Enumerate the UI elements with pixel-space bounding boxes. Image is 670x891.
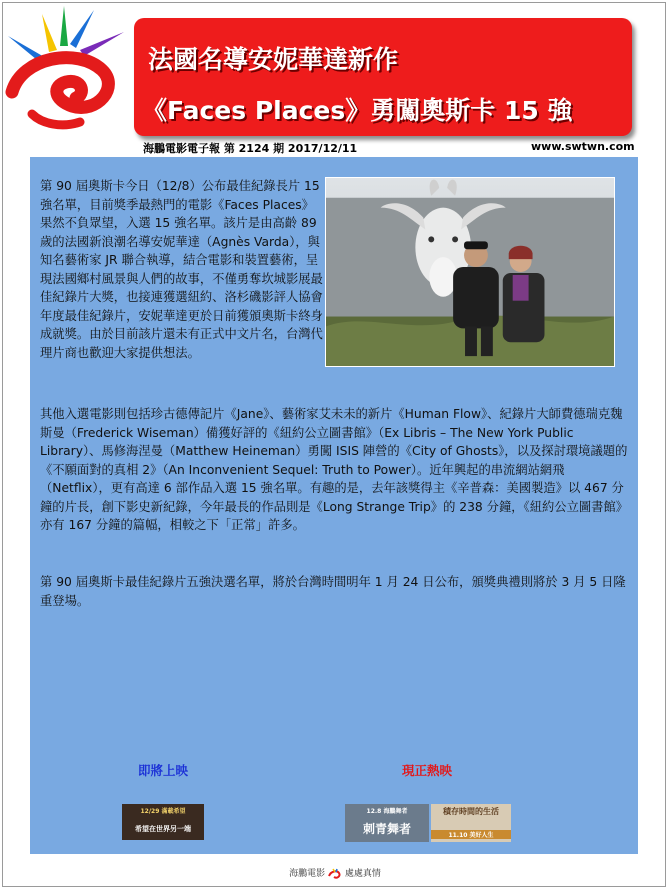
poster-now-showing-1[interactable] [345, 804, 429, 842]
poster-2-title: 刺青舞者 [362, 822, 411, 836]
poster-now-showing-2[interactable] [431, 804, 511, 842]
footer-logo-icon [328, 868, 342, 880]
issue-info: 海鵬電影電子報 第 2124 期 2017/12/11 [143, 142, 358, 155]
poster-1-date: 12/29 滿載希望 [140, 808, 186, 815]
site-link[interactable]: www.swtwn.com [531, 140, 635, 153]
footer-left-text: 海鵬電影 [289, 869, 326, 879]
headline-line-1: 法國名導安妮華達新作 [148, 45, 399, 74]
poster-3-title: 積存時間的生活 [443, 807, 499, 816]
coming-soon-heading[interactable]: 即將上映 [138, 763, 189, 778]
content-panel [30, 157, 638, 854]
poster-2-top: 12.8 海鵬舞者 [366, 808, 408, 815]
article-paragraph-1: 第 90 屆奧斯卡今日（12/8）公布最佳紀錄長片 15 強名單，目前獎季最熱門的電影《Faces Places》果然不負眾望，入選 15 強名單。該片是由高齡 89 歲的法國新浪潮名導安妮華達（Agnès Varda），與知名藝術家 JR 聯合執導，結合電影和裝置藝術，呈現法國鄉村風景與人們的故事，不僅勇奪坎城影展最佳紀錄片大獎，也接連獲選紐約、洛杉磯影評人協會年度最佳紀錄片，安妮華達更於日前獲頒奧斯卡終身成就獎。由於目前該片還未有正式中文片名，台灣代理片商也歡迎大家提供想法。 [40, 179, 323, 360]
footer-right-text: 處處真情 [344, 869, 381, 879]
poster-coming-soon[interactable] [122, 804, 204, 840]
headline-line-2: 《Faces Places》勇闖奧斯卡 15 強 [142, 96, 573, 125]
headline-banner [134, 18, 632, 136]
swtwn-logo[interactable] [2, 2, 132, 132]
film-still-photo [325, 177, 615, 367]
article-paragraph-2: 其他入選電影則包括珍古德傳記片《Jane》、藝術家艾未未的新片《Human Flow》、紀錄片大師費德瑞克魏斯曼（Frederick Wiseman）備獲好評的《紐約公立圖書館》（Ex Libris – The New York Public Library）、馬修海涅曼（Matthew Heineman）勇闖 ISIS 陣營的《City of Ghosts》，以及探討環境議題的《不願面對的真相 2》（An Inconvenient Sequel: Truth to Power）。近年興起的串流網站網飛（Netflix），更有高達 6 部作品入選 15 強名單。有趣的是，去年該獎得主《辛普森：美國製造》以 467 分鐘的片長，創下影史新紀錄，今年最長的作品則是《Long Strange Trip》的 238 分鐘，《紐約公立圖書館》亦有 167 分鐘的篇幅，相較之下「正常」許多。 [40, 407, 629, 532]
poster-3-bottom: 11.10 美好人生 [431, 830, 511, 839]
now-showing-heading[interactable]: 現正熱映 [402, 763, 453, 778]
article-paragraph-3: 第 90 屆奧斯卡最佳紀錄片五強決選名單，將於台灣時間明年 1 月 24 日公布，頒獎典禮則將於 3 月 5 日隆重登場。 [40, 575, 626, 608]
footer [0, 866, 670, 880]
poster-1-title: 希望在世界另一端 [135, 825, 191, 833]
